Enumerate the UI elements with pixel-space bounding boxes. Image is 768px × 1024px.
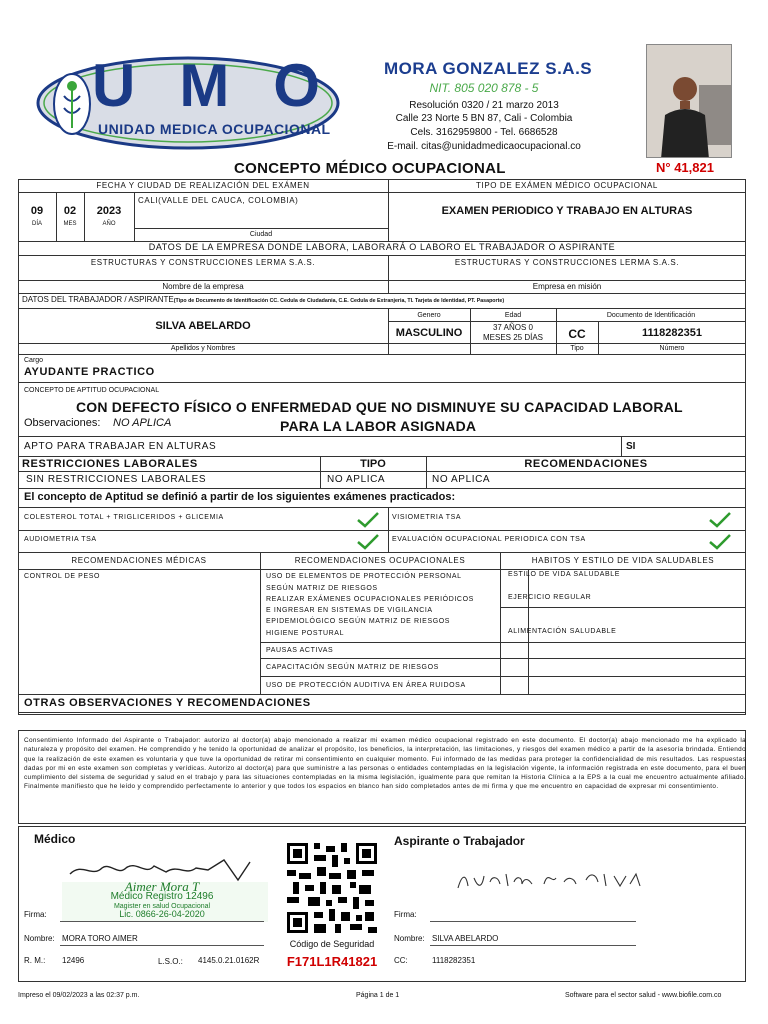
document-number: N° 41,821 — [656, 160, 714, 175]
consent-text: Consentimiento Informado del Aspirante o Trabajador: autorizo al doctor(a) abajo mencionado a realizar mi examen médico ocupacional registrado en este documento. El doctor(a) abajo mencionado me ha explicado la naturaleza y propósito del examen. He comprendido y he tenido la oportunidad de analizar el propósito, los beneficios, la interpretación, las limitaciones, y riesgos del examen médico a partir de la asesoría brindada. Entiendo que la realización de este examen es voluntaria y que tuve la oportunidad de retirar mi consentimiento en cualquier momento. Fui informado de las medidas para proteger la confidencialidad de mis resultados. Las respuestas dadas por mi en este examen son completas y verídicas. Autorizo al doctor(a) para que suministre a las personas o entidades contempladas en la legislación vigente, la información registrada en este documento, para el buen cumplimiento del sistema de seguridad y salud en el trabajo y para las situaciones contempladas en la misma legislación, igualmente para que remitan la Historia Clínica a la EPS a la cual me encuentro actualmente afiliado. Finalmente manifiesto que he leído y comprendido perfectamente lo anterior y que todos los espacios en blanco han sido completados antes de mi firma y que me encuentro en capacidad de expresar mi consentimiento. — [24, 737, 746, 791]
gender-label: Genero — [417, 312, 441, 319]
qr-code-icon — [287, 843, 377, 933]
exam-day: 09 — [30, 205, 44, 217]
worker-gender: MASCULINO — [395, 327, 463, 339]
lso-label: L.S.O.: — [158, 957, 183, 966]
company-name: MORA GONZALEZ S.A.S — [384, 59, 593, 78]
occupational-rec-item: REALIZAR EXÁMENES OCUPACIONALES PERIÓDICOS — [266, 596, 474, 603]
exam-item: COLESTEROL TOTAL + TRIGLICERIDOS + GLICEMIA — [24, 514, 224, 521]
occupational-rec-item: HIGIENE POSTURAL — [266, 630, 345, 637]
doctor-stamp-name: Aimer Mora T — [124, 879, 200, 894]
exam-city-label: Ciudad — [249, 231, 273, 238]
lso-value: 4145.0.21.0162R — [198, 956, 260, 965]
restrictions-rec-header: RECOMENDACIONES — [524, 458, 648, 470]
exam-month: 02 — [63, 205, 77, 217]
medical-rec-header: RECOMENDACIONES MÉDICAS — [71, 556, 207, 565]
age-label: Edad — [504, 312, 522, 319]
restrictions-header: RESTRICCIONES LABORALES — [22, 458, 198, 470]
doctor-stamp-license: Lic. 0866-26-04-2020 — [119, 909, 205, 919]
rm-label: R. M.: — [24, 956, 46, 965]
aptitude-line2: PARA LA LABOR ASIGNADA — [280, 418, 477, 434]
company-email: E-mail. citas@unidadmedicaocupacional.co — [387, 141, 581, 152]
restrictions-value: SIN RESTRICCIONES LABORALES — [26, 474, 207, 485]
doctor-firma-label: Firma: — [24, 910, 47, 919]
worker-name-label: Apellidos y Nombres — [170, 345, 236, 352]
heights-value: SI — [626, 441, 636, 452]
habit-item: ESTILO DE VIDA SALUDABLE — [508, 571, 621, 578]
worker-nombre-label: Nombre: — [394, 934, 425, 943]
worker-sign-name: SILVA ABELARDO — [432, 934, 499, 943]
logo-letters: UMO — [92, 52, 364, 119]
occupational-rec-header: RECOMENDACIONES OCUPACIONALES — [294, 556, 466, 565]
page-number: Página 1 de 1 — [356, 992, 400, 999]
worker-age-line2: MESES 25 DÍAS — [482, 333, 544, 342]
mission-company-label: Empresa en misión — [532, 282, 602, 291]
company-nit: NIT. 805 020 878 - 5 — [429, 81, 539, 95]
aptitude-label: CONCEPTO DE APTITUD OCUPACIONAL — [24, 387, 160, 394]
worker-signature-header: Aspirante o Trabajador — [394, 834, 525, 848]
aptitude-line1: CON DEFECTO FÍSICO O ENFERMEDAD QUE NO DISMINUYE SU CAPACIDAD LABORAL — [76, 399, 683, 415]
checkmark-icon — [356, 533, 380, 550]
observations-label: Observaciones: — [24, 417, 101, 429]
security-code: F171L1R41821 — [286, 954, 378, 969]
habits-header: HABITOS Y ESTILO DE VIDA SALUDABLES — [531, 556, 715, 565]
habit-item: ALIMENTACIÓN SALUDABLE — [508, 628, 617, 635]
habit-item: EJERCICIO REGULAR — [508, 594, 592, 601]
exam-type: EXAMEN PERIODICO Y TRABAJO EN ALTURAS — [441, 205, 693, 217]
checkmark-icon — [356, 511, 380, 528]
exam-year-label: AÑO — [102, 221, 116, 227]
observations-value: NO APLICA — [113, 417, 172, 429]
worker-data-title: DATOS DEL TRABAJADOR / ASPIRANTE — [22, 295, 174, 304]
exam-year: 2023 — [96, 205, 122, 217]
restrictions-rec-value: NO APLICA — [432, 474, 491, 485]
cargo-value: AYUDANTE PRACTICO — [24, 366, 155, 378]
date-city-header: FECHA Y CIUDAD DE REALIZACIÓN DEL EXÁMEN — [96, 181, 310, 190]
restrictions-type-header: TIPO — [360, 458, 386, 470]
doctor-stamp-registry: Médico Registro 12496 — [110, 891, 214, 902]
exam-day-label: DÍA — [31, 221, 42, 227]
software-credit: Software para el sector salud - www.biofile.com.co — [565, 992, 722, 999]
mission-company-name: ESTRUCTURAS Y CONSTRUCCIONES LERMA S.A.S. — [454, 258, 680, 267]
exam-type-header: TIPO DE EXÁMEN MÉDICO OCUPACIONAL — [476, 181, 658, 190]
medical-rec-item: CONTROL DE PESO — [24, 573, 101, 580]
cc-value: 1118282351 — [432, 956, 476, 965]
company-address: Calle 23 Norte 5 BN 87, Cali - Colombia — [395, 113, 573, 124]
employer-name: ESTRUCTURAS Y CONSTRUCCIONES LERMA S.A.S. — [90, 258, 316, 267]
worker-doc-type: CC — [568, 327, 586, 341]
security-code-label: Código de Seguridad — [289, 939, 375, 949]
id-doc-label: Documento de Identificación — [606, 312, 696, 319]
rm-value: 12496 — [62, 956, 85, 965]
doctor-header: Médico — [34, 832, 76, 846]
checkmark-icon — [708, 533, 732, 550]
worker-signature — [452, 864, 642, 894]
worker-data-header — [22, 296, 504, 304]
worker-firma-label: Firma: — [394, 910, 417, 919]
worker-data-note: (Tipo de Documento de Identificación CC. Cedula de Ciudadania, C.E. Cedula de Extranjeria, TI. Tarjeta de Identidad, PT. Pasaporte) — [173, 298, 505, 304]
exam-item: VISIOMETRIA TSA — [392, 514, 462, 521]
occupational-rec-item: E INGRESAR EN SISTEMAS DE VIGILANCIA — [266, 607, 433, 614]
occupational-rec-item: PAUSAS ACTIVAS — [266, 647, 334, 654]
occupational-rec-item: EPIDEMIOLÓGICO SEGÚN MATRIZ DE RIESGOS — [266, 618, 451, 625]
company-resolution: Resolución 0320 / 21 marzo 2013 — [409, 100, 559, 111]
restrictions-type-value: NO APLICA — [327, 474, 386, 485]
checkmark-icon — [708, 511, 732, 528]
worker-age-line1: 37 AÑOS 0 — [492, 323, 534, 332]
exam-city: CALI(VALLE DEL CAUCA, COLOMBIA) — [138, 196, 299, 205]
cc-label: CC: — [394, 956, 408, 965]
occupational-rec-item: USO DE PROTECCIÓN AUDITIVA EN ÁREA RUIDOSA — [266, 682, 466, 689]
worker-doc-number: 1118282351 — [642, 327, 702, 339]
exams-header: El concepto de Aptitud se definió a partir de los siguientes exámenes practicados: — [24, 491, 456, 503]
occupational-rec-item: SEGÚN MATRIZ DE RIESGOS — [266, 585, 378, 592]
doctor-stamp-magister: Magister en salud Ocupacional — [113, 903, 211, 910]
company-phones: Cels. 3162959800 - Tel. 6686528 — [410, 127, 558, 138]
occupational-rec-item: USO DE ELEMENTOS DE PROTECCIÓN PERSONAL — [266, 573, 462, 580]
worker-name: SILVA ABELARDO — [155, 320, 251, 332]
doc-number-label: Número — [659, 345, 685, 352]
worker-photo — [646, 44, 732, 158]
exam-item: EVALUACIÓN OCUPACIONAL PERIODICA CON TSA — [392, 536, 586, 543]
print-timestamp: Impreso el 09/02/2023 a las 02:37 p.m. — [18, 992, 140, 999]
page-title: CONCEPTO MÉDICO OCUPACIONAL — [234, 160, 506, 177]
exam-month-label: MES — [63, 221, 77, 227]
other-observations-header: OTRAS OBSERVACIONES Y RECOMENDACIONES — [24, 697, 311, 709]
doc-type-label: Tipo — [570, 345, 584, 352]
logo-caption: UNIDAD MEDICA OCUPACIONAL — [98, 121, 331, 137]
exam-item: AUDIOMETRIA TSA — [24, 536, 97, 543]
doctor-nombre-label: Nombre: — [24, 934, 55, 943]
company-data-header: DATOS DE LA EMPRESA DONDE LABORA, LABORARÁ O LABORO EL TRABAJADOR O ASPIRANTE — [148, 242, 616, 252]
doctor-name: MORA TORO AIMER — [62, 934, 138, 943]
employer-name-label: Nombre de la empresa — [162, 282, 244, 291]
occupational-rec-item: CAPACITACIÓN SEGÚN MATRIZ DE RIESGOS — [266, 664, 439, 671]
cargo-label: Cargo — [24, 357, 44, 364]
heights-label: APTO PARA TRABAJAR EN ALTURAS — [24, 441, 217, 452]
